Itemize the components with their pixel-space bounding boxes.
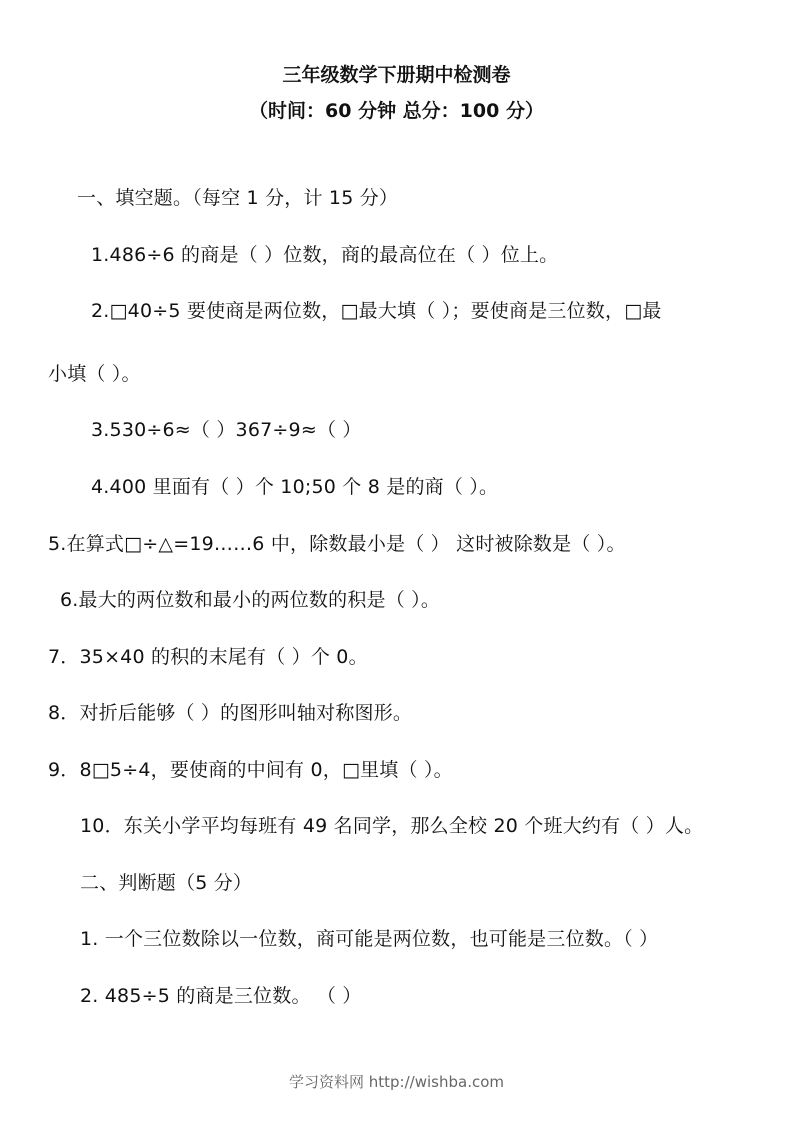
question-1-9: 9．8□5÷4，要使商的中间有 0，□里填（ ）。 [48,759,453,781]
question-1-5: 5.在算式□÷△=19……6 中，除数最小是（ ） 这时被除数是（ ）。 [48,533,626,555]
question-1-7: 7．35×40 的积的末尾有（ ）个 0。 [48,646,368,668]
question-2-2: 2. 485÷5 的商是三位数。 （ ） [80,985,362,1007]
question-2-1: 1. 一个三位数除以一位数，商可能是两位数，也可能是三位数。（ ） [80,928,659,950]
question-1-6: 6.最大的两位数和最小的两位数的积是（ ）。 [60,589,441,611]
page-title: 三年级数学下册期中检测卷 [282,64,511,86]
footer-watermark: 学习资料网 http://wishba.com [289,1073,504,1091]
question-1-3: 3.530÷6≈（ ）367÷9≈（ ） [91,419,362,441]
section2-heading: 二、判断题（5 分） [80,872,253,894]
section1-heading: 一、填空题。（每空 1 分，计 15 分） [77,187,399,209]
page-subtitle: （时间：60 分钟 总分：100 分） [249,100,544,122]
question-1-4: 4.400 里面有（ ）个 10;50 个 8 是的商（ ）。 [91,476,499,498]
question-1-2-line2: 小填（ ）。 [48,363,141,385]
question-1-10: 10．东关小学平均每班有 49 名同学，那么全校 20 个班大约有（ ）人。 [80,815,704,837]
question-1-2-line1: 2.□40÷5 要使商是两位数，□最大填（ ）；要使商是三位数，□最 [91,300,662,322]
question-1-8: 8．对折后能够（ ）的图形叫轴对称图形。 [48,702,413,724]
question-1-1: 1.486÷6 的商是（ ）位数，商的最高位在（ ）位上。 [91,244,559,266]
